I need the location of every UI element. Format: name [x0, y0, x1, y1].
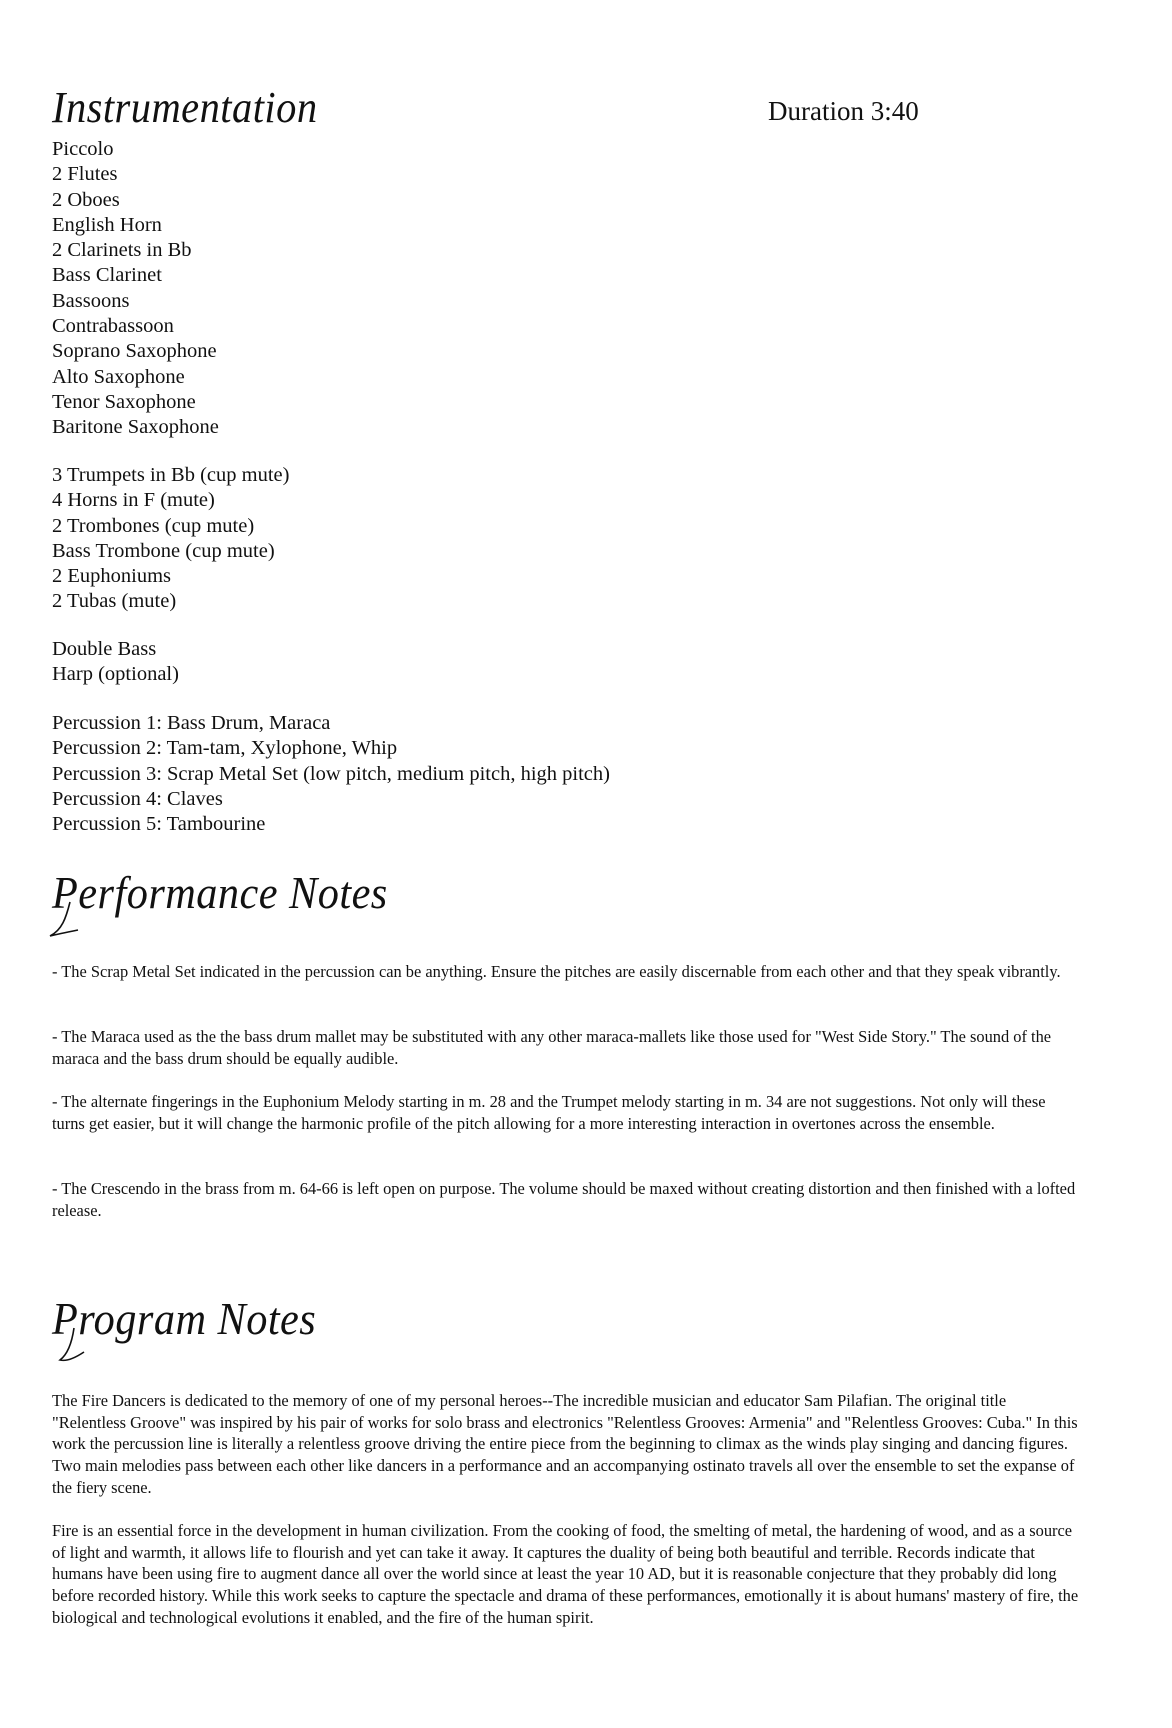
instrument-item: Bass Trombone (cup mute) — [52, 539, 275, 562]
instrument-item: Double Bass — [52, 638, 157, 660]
instrument-item: Tenor Saxophone — [52, 390, 196, 413]
percussion-list — [52, 711, 610, 837]
instrument-item: Percussion 2: Tam-tam, Xylophone, Whip — [52, 737, 398, 760]
instrument-item: 4 Horns in F (mute) — [52, 489, 215, 512]
instrument-item: 2 Euphoniums — [52, 565, 172, 588]
instrumentation-heading: Instrumentation — [52, 83, 318, 132]
woodwinds-list — [52, 137, 219, 441]
instrument-item: Bass Clarinet — [52, 264, 162, 287]
instrument-item: 3 Trumpets in Bb (cup mute) — [52, 464, 290, 486]
instrument-item: Percussion 1: Bass Drum, Maraca — [52, 712, 331, 734]
duration-label: Duration 3:40 — [768, 96, 919, 126]
performance-note: - The Scrap Metal Set indicated in the percussion can be anything. Ensure the pitches are easily discernable from each other and that they speak vibrantly. — [52, 962, 1061, 981]
brass-list — [52, 463, 289, 615]
performance-note: - The alternate fingerings in the Euphonium Melody starting in m. 28 and the Trumpet melody starting in m. 34 are not suggestions. Not only will these turns get easier, but it will change the harmonic profile of the pitch allowing for a more interesting interaction in overtones across the ensemble. — [52, 1092, 1046, 1133]
program-note: The Fire Dancers is dedicated to the memory of one of my personal heroes--The incredible musician and educator Sam Pilafian. The original title "Relentless Groove" was inspired by his pair of works for solo brass and electronics "Relentless Grooves: Armenia" and "Relentless Grooves: Cuba." In this work the percussion line is literally a relentless groove driving the entire piece from the beginning to climax as the winds play singing and dancing figures. Two main melodies pass between each other like dancers in a performance and an accompanying ostinato travels all over the ensemble to set the expanse of the fiery scene. — [52, 1391, 1078, 1497]
strings-list — [52, 637, 179, 688]
instrument-item: English Horn — [52, 213, 162, 236]
instrument-item: Alto Saxophone — [52, 365, 185, 388]
instrument-item: Piccolo — [52, 138, 114, 160]
program-note: Fire is an essential force in the development in human civilization. From the cooking of food, the smelting of metal, the hardening of wood, and as a source of light and warmth, it allows life to flourish and yet can take it away. It captures the duality of being both beautiful and terrible. Records indicate that humans have been using fire to augment dance all over the world since at least the year 10 AD, but it is reasonable conjecture that they probably did long before recorded history. While this work seeks to capture the spectacle and drama of these performances, emotionally it is about humans' mastery of fire, the biological and technological evolutions it enabled, and the fire of the human spirit. — [52, 1521, 1079, 1627]
instrument-item: Percussion 5: Tambourine — [52, 813, 266, 836]
instrument-item: Percussion 3: Scrap Metal Set (low pitch, medium pitch, high pitch) — [52, 762, 610, 785]
instrument-item: Percussion 4: Claves — [52, 787, 223, 810]
performance-note: - The Maraca used as the the bass drum mallet may be substituted with any other maraca-mallets like those used for "West Side Story." The sound of the maraca and the bass drum should be equally audible. — [52, 1027, 1052, 1068]
instrument-item: Contrabassoon — [52, 315, 174, 338]
performance-note: - The Crescendo in the brass from m. 64-66 is left open on purpose. The volume should be maxed without creating distortion and then finished with a lofted release. — [52, 1179, 1076, 1220]
program-notes-heading: Program Notes — [52, 1293, 317, 1344]
instrument-item: Bassoons — [52, 289, 130, 312]
instrument-item: Soprano Saxophone — [52, 340, 217, 363]
instrument-item: 2 Oboes — [52, 188, 120, 211]
instrument-item: 2 Clarinets in Bb — [52, 239, 192, 262]
instrument-item: Harp (optional) — [52, 663, 179, 686]
instrument-item: 2 Tubas (mute) — [52, 590, 177, 613]
instrument-item: Baritone Saxophone — [52, 416, 219, 439]
instrument-item: 2 Flutes — [52, 163, 118, 186]
performance-notes-heading: Performance Notes — [52, 867, 388, 918]
instrument-item: 2 Trombones (cup mute) — [52, 514, 255, 537]
